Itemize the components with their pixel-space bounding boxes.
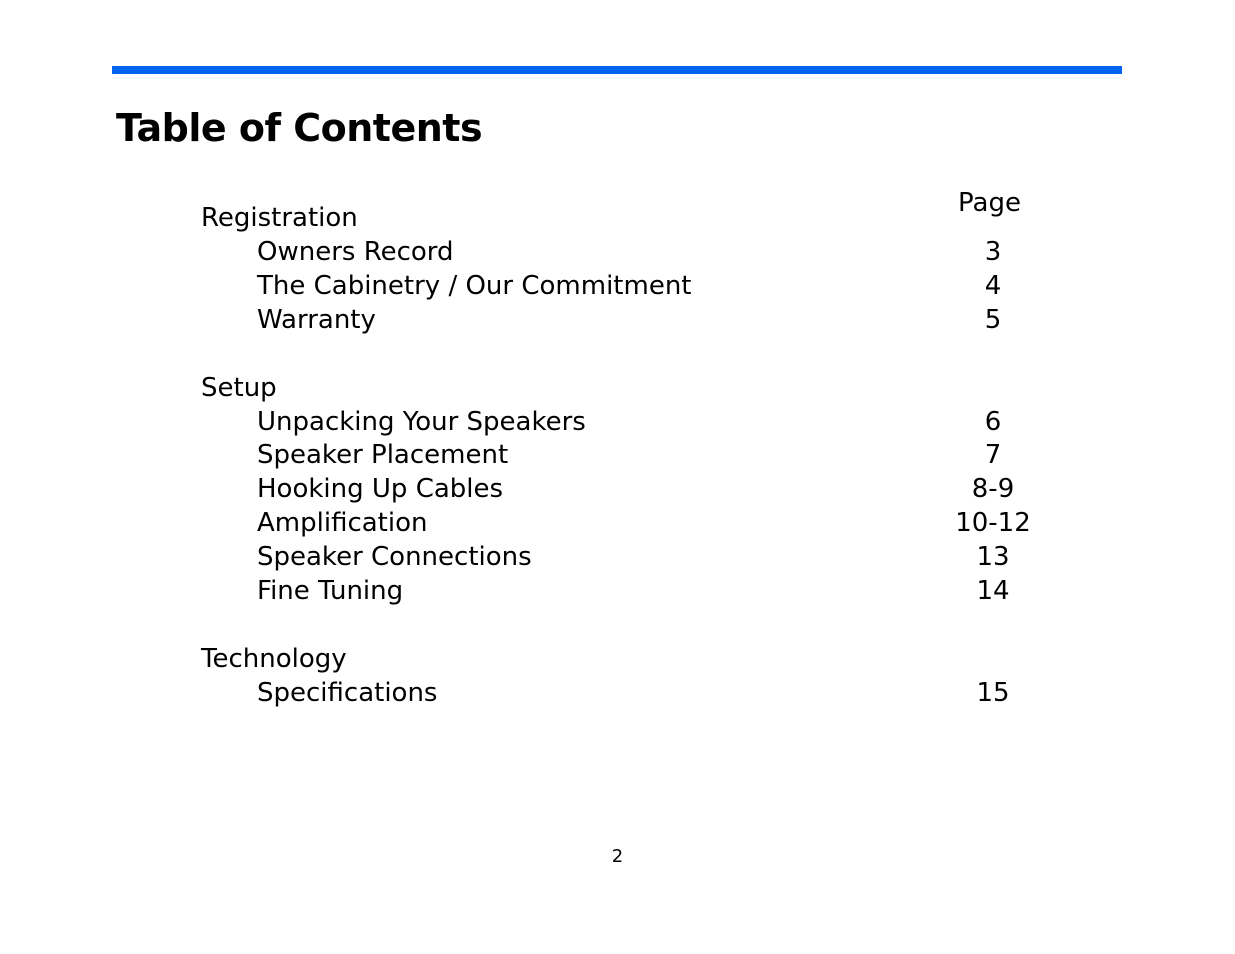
section-row-registration: [0, 201, 1235, 235]
section-heading: Setup: [201, 373, 277, 403]
toc-entry[interactable]: [0, 472, 1235, 506]
section-heading: Registration: [201, 203, 358, 233]
entry-title: Speaker Connections: [257, 542, 532, 572]
entry-title: The Cabinetry / Our Commitment: [257, 271, 692, 301]
page-title: Table of Contents: [116, 106, 483, 150]
entry-title: Fine Tuning: [257, 576, 404, 606]
entry-page-number: 14: [976, 576, 1010, 606]
page-column-header: Page: [958, 188, 1021, 218]
toc-entry[interactable]: [0, 269, 1235, 303]
entry-page-number: 8-9: [971, 474, 1015, 504]
section-heading: Technology: [201, 644, 347, 674]
entry-page-number: 3: [984, 237, 1002, 267]
page-number: 2: [611, 846, 624, 867]
entry-title: Warranty: [257, 305, 376, 335]
toc-entry[interactable]: [0, 540, 1235, 574]
entry-title: Specifications: [257, 678, 438, 708]
entry-page-number: 4: [984, 271, 1002, 301]
entry-title: Amplification: [257, 508, 428, 538]
entry-title: Hooking Up Cables: [257, 474, 504, 504]
toc-entry[interactable]: [0, 438, 1235, 472]
entry-title: Speaker Placement: [257, 440, 509, 470]
entry-page-number: 13: [976, 542, 1010, 572]
toc-entry[interactable]: [0, 574, 1235, 608]
toc-entry[interactable]: [0, 676, 1235, 710]
entry-page-number: 15: [976, 678, 1010, 708]
section-row-technology: [0, 642, 1235, 676]
toc-entry[interactable]: [0, 506, 1235, 540]
toc-entry[interactable]: [0, 405, 1235, 439]
entry-title: Unpacking Your Speakers: [257, 407, 586, 437]
section-row-setup: [0, 371, 1235, 405]
entry-title: Owners Record: [257, 237, 454, 267]
toc-entry[interactable]: [0, 303, 1235, 337]
entry-page-number: 5: [984, 305, 1002, 335]
entry-page-number: 7: [984, 440, 1002, 470]
toc-entry[interactable]: [0, 235, 1235, 269]
entry-page-number: 6: [984, 407, 1002, 437]
entry-page-number: 10-12: [955, 508, 1031, 538]
